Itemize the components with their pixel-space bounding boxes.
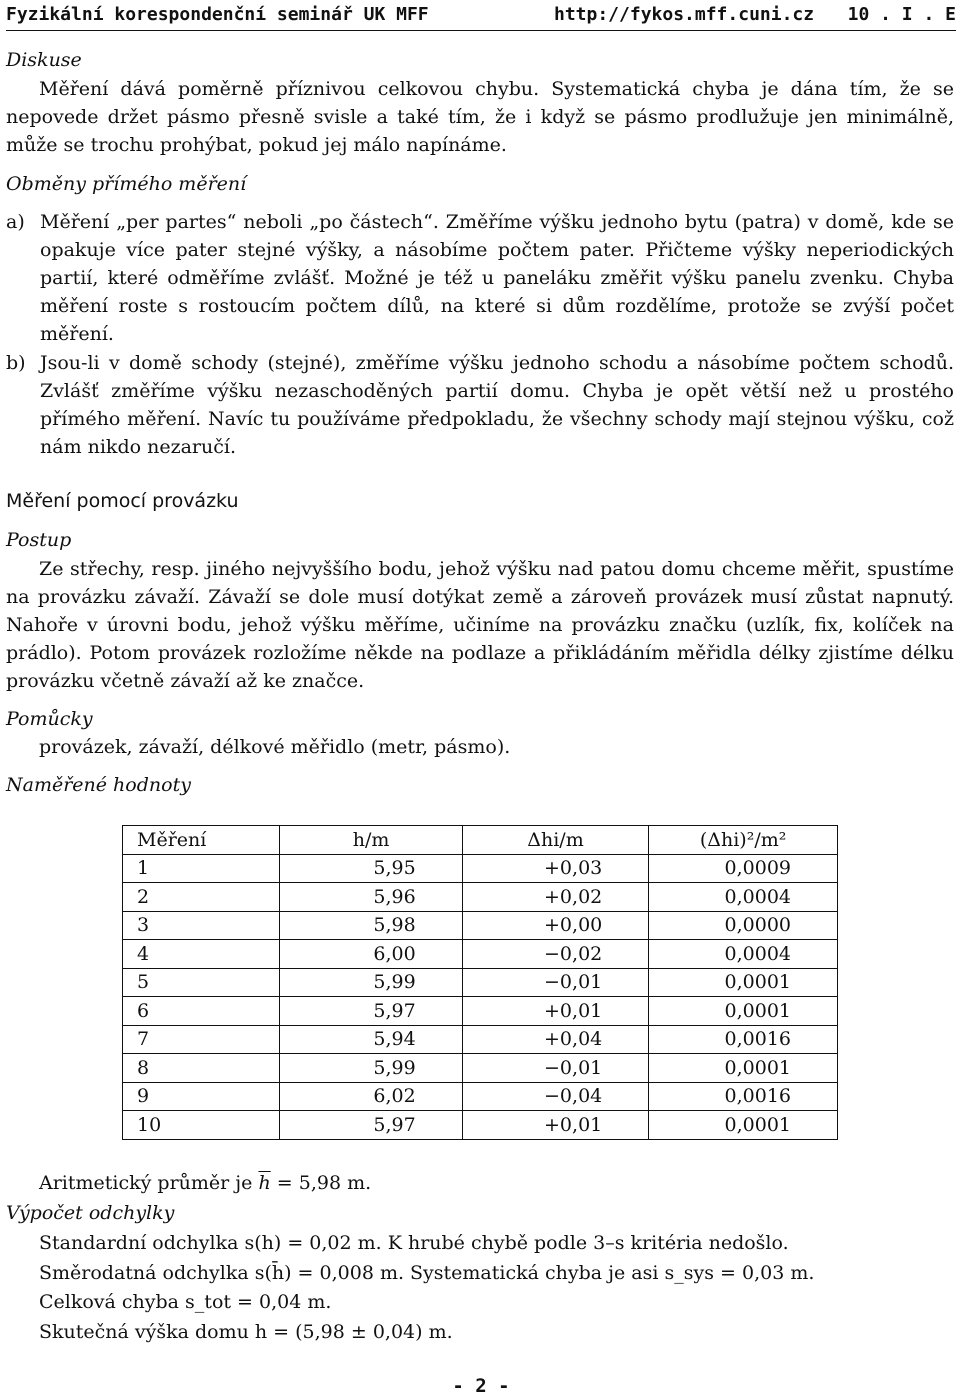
table-cell: 5,95 — [280, 854, 462, 883]
header-url: http://fykos.mff.cuni.cz — [554, 4, 815, 25]
table-cell: 5,99 — [280, 1054, 462, 1083]
list-item-b-label: b) — [6, 352, 26, 374]
table-cell: +0,01 — [462, 1111, 649, 1140]
table-cell: 5,99 — [280, 968, 462, 997]
list-item-a-label: a) — [6, 211, 25, 233]
result-line-3: Celková chyba s_tot = 0,04 m. — [39, 1291, 332, 1313]
table-row — [123, 997, 838, 1026]
section-provazek-title: Měření pomocí provázku — [6, 490, 239, 512]
table-cell: −0,01 — [462, 968, 649, 997]
pomucky-text: provázek, závaží, délkové měřidlo (metr, pásmo). — [39, 736, 511, 758]
table-cell: 9 — [123, 1082, 280, 1111]
namerene-title: Naměřené hodnoty — [6, 774, 191, 796]
table-cell: 5,96 — [280, 883, 462, 912]
table-cell: +0,00 — [462, 911, 649, 940]
average-prefix: Aritmetický průměr je — [39, 1172, 253, 1194]
table-cell: 1 — [123, 854, 280, 883]
diskuse-paragraph: Měření dává poměrně příznivou celkovou chybu. Systematická chyba je dána tím, že se nepovede držet pásmo přesně svisle a také tím, že i když se pásmo prodlužuje jen minimálně, může se trochu prohýbat, pokud jej málo napínáme. — [6, 78, 954, 156]
table-cell: 6,00 — [280, 940, 462, 969]
table-cell: 7 — [123, 1025, 280, 1054]
table-cell: 8 — [123, 1054, 280, 1083]
table-cell: 3 — [123, 911, 280, 940]
result-line-4: Skutečná výška domu h = (5,98 ± 0,04) m. — [39, 1321, 453, 1343]
table-row — [123, 1082, 838, 1111]
page-number: - 2 - — [452, 1375, 510, 1397]
table-row — [123, 1025, 838, 1054]
table-cell: 4 — [123, 940, 280, 969]
average-symbol: $\overline{h}$ — [258, 1172, 271, 1194]
list-item-a — [6, 208, 954, 348]
table-cell: 0,0001 — [649, 1111, 838, 1140]
table-cell: −0,02 — [462, 940, 649, 969]
table-cell: +0,02 — [462, 883, 649, 912]
table-row — [123, 883, 838, 912]
table-cell: 5,94 — [280, 1025, 462, 1054]
table-cell: +0,03 — [462, 854, 649, 883]
table-cell: 0,0001 — [649, 997, 838, 1026]
table-cell: 5 — [123, 968, 280, 997]
result-line-1: Standardní odchylka s(h) = 0,02 m. K hrubé chybě podle 3–s kritéria nedošlo. — [39, 1232, 789, 1254]
postup-paragraph: Ze střechy, resp. jiného nejvyššího bodu, jehož výšku nad patou domu chceme měřit, spustíme na provázku závaží. Závaží se dole musí dotýkat země a zároveň provázek musí zůstat napnutý. Nahoře v úrovni bodu, jehož výšku měříme, učiníme na provázku značku (uzlík, fix, kolíček na prádlo). Potom provázek rozložíme někde na podlaze a přikládáním měřidla délky zjistíme délku provázku včetně závaží až ke značce. — [6, 558, 954, 692]
table-row — [123, 968, 838, 997]
header-cell: Měření — [123, 826, 280, 855]
table-cell: +0,04 — [462, 1025, 649, 1054]
postup-title: Postup — [6, 529, 72, 551]
table-cell: 0,0016 — [649, 1082, 838, 1111]
measurement-table — [122, 825, 838, 1140]
list-item-a-text: Měření „per partes“ neboli „po částech“. Změříme výšku jednoho bytu (patra) v domě, kde se opakuje více pater stejné výšky, a násobíme počtem pater. Přičteme výšky neperiodických partií, které odměříme zvlášť. Možné je též u paneláku změřit výšku panelu zvenku. Chyba měření roste s rostoucím počtem dílů, na které si dům rozdělíme, protože se zvýší počet měření. — [40, 211, 954, 345]
table-cell: 0,0004 — [649, 883, 838, 912]
pomucky-title: Pomůcky — [6, 708, 93, 730]
table-row — [123, 940, 838, 969]
table-cell: 5,97 — [280, 1111, 462, 1140]
table-cell: 0,0000 — [649, 911, 838, 940]
page-header — [6, 4, 956, 31]
table-cell: 0,0004 — [649, 940, 838, 969]
table-cell: 0,0009 — [649, 854, 838, 883]
table-cell: 0,0001 — [649, 1054, 838, 1083]
table-cell: −0,01 — [462, 1054, 649, 1083]
table-cell: 6 — [123, 997, 280, 1026]
section-obmeny-title: Obměny přímého měření — [6, 173, 247, 195]
average-value: = 5,98 m. — [276, 1172, 372, 1194]
table-cell: 10 — [123, 1111, 280, 1140]
section-diskuse-title: Diskuse — [6, 49, 82, 71]
table-cell: +0,01 — [462, 997, 649, 1026]
header-cell: h/m — [280, 826, 462, 855]
average-line — [39, 1169, 371, 1197]
list-item-b-text: Jsou-li v domě schody (stejné), změříme výšku jednoho schodu a násobíme počtem schodů. Zvlášť změříme výšku nezaschoděných partií domu. Chyba je opět větší než u prostého přímého měření. Navíc tu používáme předpokladu, že všechny schody mají stejnou výšku, což nám nikdo nezaručí. — [40, 352, 954, 458]
result-line-2: Směrodatná odchylka s(h̄) = 0,008 m. Systematická chyba je asi s_sys = 0,03 m. — [39, 1262, 815, 1284]
table-row — [123, 1111, 838, 1140]
vypocet-title: Výpočet odchylky — [6, 1202, 175, 1224]
table-cell: −0,04 — [462, 1082, 649, 1111]
table-cell: 2 — [123, 883, 280, 912]
table-row — [123, 1054, 838, 1083]
header-code: 10 . I . E — [847, 4, 956, 25]
header-cell: Δhi/m — [462, 826, 649, 855]
header-cell: (Δhi)²/m² — [649, 826, 838, 855]
table-row — [123, 911, 838, 940]
table-cell: 5,97 — [280, 997, 462, 1026]
list-item-b — [6, 349, 954, 461]
header-title: Fyzikální korespondenční seminář UK MFF — [6, 4, 429, 25]
table-cell: 0,0001 — [649, 968, 838, 997]
table-cell: 5,98 — [280, 911, 462, 940]
table-row — [123, 854, 838, 883]
table-cell: 0,0016 — [649, 1025, 838, 1054]
table-header-row — [123, 826, 838, 855]
table-cell: 6,02 — [280, 1082, 462, 1111]
